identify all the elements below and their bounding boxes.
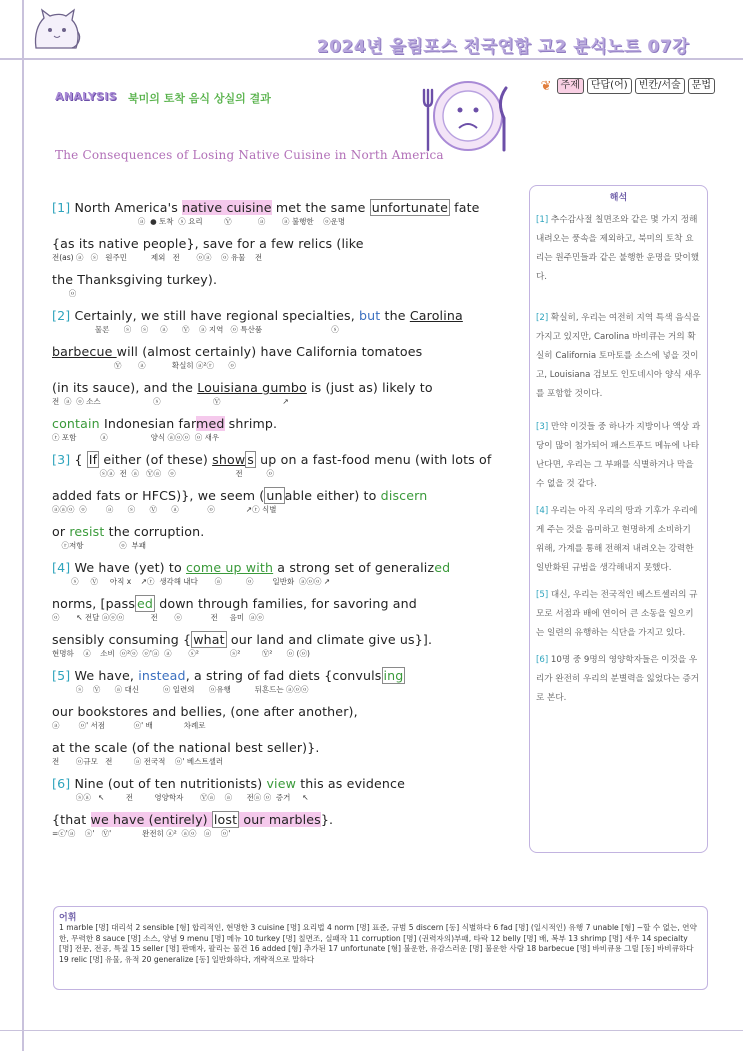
passage-line-2 (52, 236, 527, 272)
text: the corruption. (104, 524, 205, 539)
passage (52, 200, 527, 848)
translation-3 (536, 418, 701, 494)
analysis-tag: ANALYSIS (55, 90, 117, 103)
tag-short-answer: 단답(어) (587, 78, 632, 94)
boxed-word: If (88, 452, 98, 467)
text: met the same (271, 200, 370, 215)
translation-1 (536, 211, 701, 287)
text: Nine (out of ten nutritionists) (70, 776, 267, 791)
boxed-word: un (266, 488, 283, 503)
text: down through families, for savoring and (155, 596, 417, 611)
translation-6 (536, 651, 701, 708)
annotation: ⓢⓐ 전 ⓐ Ⓥⓐ ⓞ 전 ⓞ (52, 469, 274, 478)
passage-line-13 (52, 632, 527, 668)
page-frame-left (22, 0, 24, 1051)
annotation: ⓐ ● 토착 ⓢ 요리 Ⓥ ⓐ ⓐ 불행한 ⓞ운명 (52, 217, 346, 226)
suffix: ed (434, 560, 451, 575)
boxed-word: lost (213, 812, 238, 827)
underlined: barbecue (52, 344, 117, 359)
passage-line-7 (52, 416, 527, 452)
paw-icon: ❦ (540, 78, 552, 94)
annotation: ⓡ저항 ⓞ 부패 (52, 541, 147, 550)
passage-line-14 (52, 668, 527, 704)
text: 만약 이것들 중 하나가 지방이나 액상 과당이 많이 첨가되어 패스트푸드 메뉴에 나타난다면, 우리는 그 부패를 식별하거나 막을 수 없을 것 같다. (536, 422, 701, 489)
sentence-number: [5] (536, 590, 549, 600)
passage-line-10 (52, 524, 527, 560)
conjunction: but (359, 308, 381, 323)
text: the (380, 308, 410, 323)
highlight: our marbles (239, 812, 321, 827)
passage-line-16 (52, 740, 527, 776)
text: our bookstores and bellies, (one after another), (52, 704, 358, 719)
annotation: ⓢ Ⓥ ⓐ 대신 ⓞ 일련의 ⓞ유행 뒤흔드는 ⓐⓞⓞ (52, 685, 309, 694)
text: or (52, 524, 70, 539)
text: 10명 중 9명의 영양학자들은 이것을 우리가 완전히 우리의 분별력을 잃었다는 증거로 본다. (536, 655, 700, 703)
translation-5 (536, 586, 701, 643)
text: 확실히, 우리는 여전히 지역 특색 음식을 가지고 있지만, Carolina 바비큐는 거의 확실히 California 토마토를 소스에 넣을 것이고, Louisiana 검보도 인도네시아 양식 새우를 포함할 것이다. (536, 313, 701, 399)
text: shrimp. (224, 416, 278, 431)
text: North America's (74, 200, 183, 215)
boxed-word: what (193, 632, 225, 647)
text: our land and climate give us}]. (226, 632, 433, 647)
verb: resist (69, 524, 105, 539)
passage-line-15 (52, 704, 527, 740)
sentence-number: [1] (536, 215, 549, 225)
cat-logo-icon (28, 8, 84, 56)
vocabulary-box (53, 906, 708, 990)
tag-topic: 주제 (557, 78, 584, 94)
boxed-word: ed (137, 596, 154, 611)
text: { (70, 452, 87, 467)
annotation: 현명하 ⓐ 소비 ⓞ²ⓞ ⓞ'ⓐ ⓐ ⓢ² ⓢ² Ⓥ² ⓞ (ⓞ) (52, 649, 310, 658)
highlight: we have (entirely) (90, 812, 212, 827)
sad-plate-icon (418, 72, 514, 158)
underlined: show (212, 452, 246, 467)
annotation: ⓡ 포함 ⓐ 양식 ⓐⓞⓞ ⓞ 새우 (52, 433, 220, 442)
verb: contain (52, 416, 100, 431)
passage-line-3 (52, 272, 527, 308)
passage-line-17 (52, 776, 527, 812)
adverb: instead (138, 668, 186, 683)
text: 추수감사절 칠면조와 같은 몇 가지 정해 내려오는 풍속을 제외하고, 북미의 토착 요리는 원주민들과 같은 불행한 운명을 맞이했다. (536, 215, 700, 282)
passage-subtitle: The Consequences of Losing Native Cuisine in North America (55, 148, 444, 162)
vocabulary-heading: 어휘 (59, 913, 77, 923)
text: the Thanksgiving turkey). (52, 272, 218, 287)
sentence-number: [4] (536, 506, 549, 516)
text: Certainly, we still have regional specialties, (70, 308, 360, 323)
passage-line-1 (52, 200, 527, 236)
sentence-number: [2] (52, 308, 71, 323)
text: added fats or HFCS)}, we seem ( (52, 488, 265, 503)
annotation: ⓢ Ⓥ 아직 x ↗ⓡ 생각해 내다 ⓐ ⓞ 일반화 ⓐⓞⓞ ↗ (52, 577, 331, 586)
text: We have (yet) to (70, 560, 186, 575)
translation-2 (536, 309, 701, 404)
annotation: ⓐ ⓞ' 서점 ⓞ' 배 차례로 (52, 721, 206, 730)
sentence-number: [6] (52, 776, 71, 791)
passage-line-11 (52, 560, 527, 596)
verb: come up with (185, 560, 274, 575)
annotation: 전 ⓞ규모 전 ⓐ 전국적 ⓞ' 베스트셀러 (52, 757, 224, 766)
text: is (just as) likely to (306, 380, 433, 395)
text: at the scale (of the national best seller)}. (52, 740, 320, 755)
sentence-number: [5] (52, 668, 71, 683)
sentence-number: [4] (52, 560, 71, 575)
text: We have, (70, 668, 139, 683)
annotation: ⓐⓐⓞ ⓞ ⓐ ⓢ Ⓥ ⓐ ⓞ ↗ⓡ 식별 (52, 505, 277, 514)
translation-4 (536, 502, 701, 578)
passage-line-6 (52, 380, 527, 416)
passage-line-9 (52, 488, 527, 524)
sentence-number: [6] (536, 655, 549, 665)
text: a strong set of generaliz (273, 560, 435, 575)
verb: view (266, 776, 297, 791)
sentence-number: [2] (536, 313, 549, 323)
text: Indonesian far (99, 416, 197, 431)
text: up on a fast-food menu (with lots of (256, 452, 492, 467)
translation-box (529, 185, 708, 853)
underlined: Louisiana gumbo (197, 380, 307, 395)
sentence-number: [1] (52, 200, 71, 215)
text: {as its native people}, save for a few relics (like (52, 236, 364, 251)
text: this as evidence (296, 776, 405, 791)
text: {that (52, 812, 91, 827)
text: fate (449, 200, 480, 215)
highlight: med (196, 416, 225, 431)
annotation: ⓞ (52, 289, 77, 298)
annotation: ⓞ ↖ 전달 ⓐⓞⓞ 전 ⓞ 전 음미 ⓐⓞ (52, 613, 264, 622)
question-type-tags (541, 78, 715, 94)
passage-line-18 (52, 812, 527, 848)
text: 대신, 우리는 전국적인 베스트셀러의 규모로 서점과 배에 연이어 큰 소동을 일으키는 일련의 유행하는 식단을 가지고 있다. (536, 590, 698, 638)
header-title: 2024년 올림포스 전국연합 고2 분석노트 07강 (316, 37, 689, 57)
boxed-word: s (247, 452, 255, 467)
passage-line-12 (52, 596, 527, 632)
sentence-number: [3] (536, 422, 549, 432)
annotation: 물론 ⓢ ⓢ ⓐ Ⓥ ⓐ 지역 ⓞ 특산품 ⓢ (52, 325, 339, 334)
passage-line-4 (52, 308, 527, 344)
text: }. (320, 812, 334, 827)
sentence-number: [3] (52, 452, 71, 467)
translation-heading: 해석 (609, 193, 628, 203)
vocabulary-list: 1 marble [명] 대리석 2 sensible [형] 합리적인, 현명한 3 cuisine [명] 요리법 4 norm [명] 표준, 규범 5 discern [동] 식별하다 6 fad [명] (일시적인) 유행 7 unable [형] ~할 수 없는, 연약한, 무력한 8 sauce [명] 소스, 양념 9 menu [명] 메뉴 10 turkey [명] 칠면조, 실패작 11 corruption [명] (권력자의)부패, 타락 12 belly [명] 배, 복부 13 shrimp [명] 새우 14 specialty [명] 전문, 전공, 특질 15 seller [명] 판매자, 팔리는 물건 16 added [형] 추가된 17 unfortunate [형] 불운한, 유감스러운 [명] 불운한 사람 18 barbecue [명] 바비큐용 그릴 [동] 바비큐하다 19 relic [명] 유물, 유적 20 generalize [동] 일반화하다, 개략적으로 말하다 (59, 923, 697, 964)
text: 우리는 아직 우리의 땅과 기후가 우리에게 주는 것을 음미하고 현명하게 소비하기 위해, 가계를 통해 전해져 내려오는 강력한 일반화된 규범을 생각해내지 못했다. (536, 506, 698, 573)
underlined: Carolina (409, 308, 463, 323)
text: either (of these) (99, 452, 213, 467)
passage-line-5 (52, 344, 527, 380)
annotation: =ⓒ'ⓐ ⓢ' Ⓥ' 완전히 ⓐ² ⓐⓞ ⓐ ⓞ' (52, 829, 231, 838)
page-frame-top (0, 58, 743, 60)
verb: discern (380, 488, 428, 503)
text: sensibly consuming { (52, 632, 192, 647)
page-frame-bottom (0, 1030, 743, 1031)
annotation: ⓢⓐ ↖ 전 영양학자 Ⓥⓐ ⓐ 전ⓐ ⓞ 증거 ↖ (52, 793, 309, 802)
tag-blank: 빈칸/서술 (635, 78, 685, 94)
text: will (almost certainly) have California tomatoes (116, 344, 423, 359)
text: , a string of fad diets {convuls (185, 668, 382, 683)
text: (in its sauce), and the (52, 380, 198, 395)
highlight: native cuisine (182, 200, 272, 215)
text: norms, [pass (52, 596, 136, 611)
analysis-title: 북미의 토착 음식 상실의 결과 (128, 92, 271, 105)
boxed-word: ing (383, 668, 404, 683)
tag-grammar: 문법 (688, 78, 715, 94)
annotation: 전 ⓐ ⓞ 소스 ⓢ Ⓥ ↗ (52, 397, 289, 406)
annotation: Ⓥ ⓐ 확실히 ⓐ²ⓡ ⓞ (52, 361, 236, 370)
boxed-word: unfortunate (371, 200, 448, 215)
text: able either) to (284, 488, 381, 503)
annotation: 전(as) ⓐ ⓢ 원주민 제외 전 ⓞⓐ ⓞ 유물 전 (52, 253, 263, 262)
passage-line-8 (52, 452, 527, 488)
